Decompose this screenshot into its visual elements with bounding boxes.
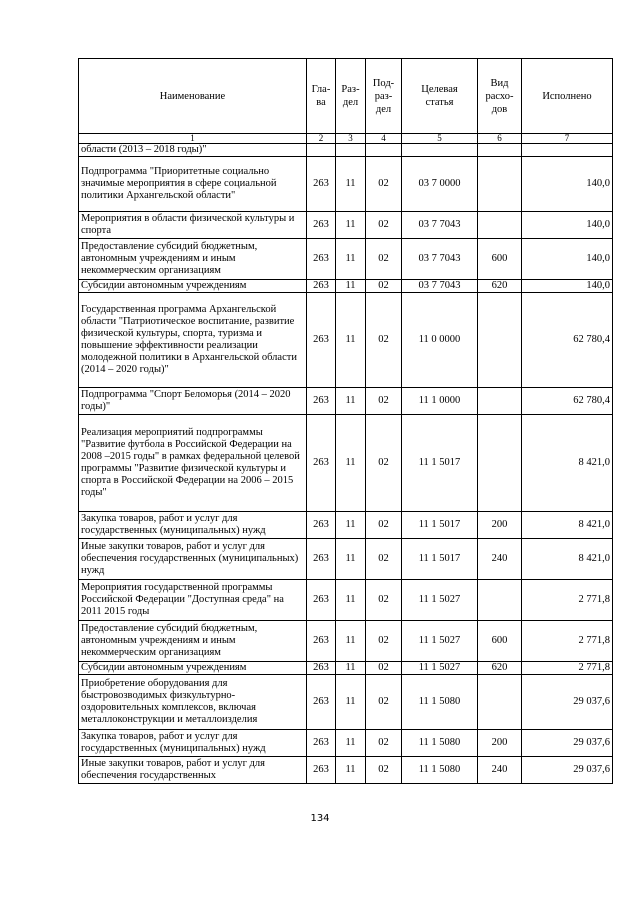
cell-podrazdel: 02 bbox=[366, 512, 402, 539]
cell-name: Подпрограмма "Приоритетные социально значимые мероприятия в сфере социальной политики Архангельской области" bbox=[79, 157, 307, 212]
cell-glava: 263 bbox=[307, 675, 336, 730]
col-num: 6 bbox=[478, 134, 522, 144]
cell-target: 11 1 5027 bbox=[402, 621, 478, 662]
cell-value: 2 771,8 bbox=[522, 662, 613, 675]
header-glava: Гла- ва bbox=[307, 59, 336, 134]
cell-value: 2 771,8 bbox=[522, 580, 613, 621]
cell-target: 03 7 7043 bbox=[402, 239, 478, 280]
cell-podrazdel: 02 bbox=[366, 239, 402, 280]
cell-vid: 200 bbox=[478, 512, 522, 539]
cell-value: 8 421,0 bbox=[522, 539, 613, 580]
cell-target: 11 1 5080 bbox=[402, 757, 478, 784]
cell-razdel: 11 bbox=[336, 212, 366, 239]
cell-target: 03 7 0000 bbox=[402, 157, 478, 212]
header-vid: Вид расхо- дов bbox=[478, 59, 522, 134]
cell-vid bbox=[478, 212, 522, 239]
cell-glava: 263 bbox=[307, 580, 336, 621]
header-target: Целевая статья bbox=[402, 59, 478, 134]
cell-name: Государственная программа Архангельской области "Патриотическое воспитание, развитие физической культуры, спорта, туризма и повышение эффективности реализации молодежной политики в Архангельской области (2014 – 2020 годы)" bbox=[79, 293, 307, 388]
cell-target: 11 1 5017 bbox=[402, 539, 478, 580]
cell-vid: 200 bbox=[478, 730, 522, 757]
cell-name: области (2013 – 2018 годы)" bbox=[79, 144, 307, 157]
col-num: 5 bbox=[402, 134, 478, 144]
table-row bbox=[79, 621, 613, 662]
cell-value: 8 421,0 bbox=[522, 512, 613, 539]
header-row bbox=[79, 59, 613, 134]
cell-name: Подпрограмма "Спорт Беломорья (2014 – 2020 годы)" bbox=[79, 388, 307, 415]
cell-value: 140,0 bbox=[522, 239, 613, 280]
col-num: 7 bbox=[522, 134, 613, 144]
cell-glava: 263 bbox=[307, 157, 336, 212]
cell-razdel bbox=[336, 144, 366, 157]
cell-value: 2 771,8 bbox=[522, 621, 613, 662]
cell-podrazdel: 02 bbox=[366, 730, 402, 757]
cell-name: Иные закупки товаров, работ и услуг для обеспечения государственных bbox=[79, 757, 307, 784]
cell-vid: 600 bbox=[478, 621, 522, 662]
table-row bbox=[79, 539, 613, 580]
table-row bbox=[79, 293, 613, 388]
cell-value: 62 780,4 bbox=[522, 293, 613, 388]
cell-vid bbox=[478, 388, 522, 415]
cell-value: 29 037,6 bbox=[522, 675, 613, 730]
cell-value: 140,0 bbox=[522, 212, 613, 239]
cell-vid: 620 bbox=[478, 280, 522, 293]
cell-razdel: 11 bbox=[336, 621, 366, 662]
table-row bbox=[79, 580, 613, 621]
cell-target: 11 1 5080 bbox=[402, 730, 478, 757]
cell-vid bbox=[478, 580, 522, 621]
cell-name: Приобретение оборудования для быстровозводимых физкультурно-оздоровительных комплексов, включая металлоконструкции и металлоизделия bbox=[79, 675, 307, 730]
cell-target: 11 1 5017 bbox=[402, 415, 478, 512]
header-podrazdel: Под- раз- дел bbox=[366, 59, 402, 134]
cell-value bbox=[522, 144, 613, 157]
cell-target: 11 1 5027 bbox=[402, 662, 478, 675]
cell-razdel: 11 bbox=[336, 675, 366, 730]
cell-glava: 263 bbox=[307, 212, 336, 239]
cell-vid: 600 bbox=[478, 239, 522, 280]
cell-podrazdel: 02 bbox=[366, 280, 402, 293]
cell-target: 11 1 5017 bbox=[402, 512, 478, 539]
cell-name: Мероприятия государственной программы Российской Федерации "Доступная среда" на 2011 2015 годы bbox=[79, 580, 307, 621]
table-row bbox=[79, 757, 613, 784]
cell-glava: 263 bbox=[307, 621, 336, 662]
cell-glava: 263 bbox=[307, 388, 336, 415]
cell-value: 62 780,4 bbox=[522, 388, 613, 415]
table-row bbox=[79, 415, 613, 512]
cell-razdel: 11 bbox=[336, 280, 366, 293]
table-row bbox=[79, 388, 613, 415]
cell-value: 140,0 bbox=[522, 157, 613, 212]
cell-target: 11 0 0000 bbox=[402, 293, 478, 388]
cell-podrazdel: 02 bbox=[366, 621, 402, 662]
cell-value: 8 421,0 bbox=[522, 415, 613, 512]
cell-name: Реализация мероприятий подпрограммы "Развитие футбола в Российской Федерации на 2008 –2015 годы" в рамках федеральной целевой программы "Развитие физической культуры и спорта в Российской Федерации на 2006 – 2015 годы" bbox=[79, 415, 307, 512]
cell-name: Закупка товаров, работ и услуг для государственных (муниципальных) нужд bbox=[79, 730, 307, 757]
cell-name: Предоставление субсидий бюджетным, автономным учреждениям и иным некоммерческим организациям bbox=[79, 621, 307, 662]
cell-glava: 263 bbox=[307, 730, 336, 757]
cell-podrazdel: 02 bbox=[366, 157, 402, 212]
cell-vid bbox=[478, 293, 522, 388]
cell-podrazdel: 02 bbox=[366, 539, 402, 580]
cell-glava: 263 bbox=[307, 539, 336, 580]
cell-podrazdel: 02 bbox=[366, 415, 402, 512]
cell-value: 140,0 bbox=[522, 280, 613, 293]
col-num: 4 bbox=[366, 134, 402, 144]
page-number: 134 bbox=[310, 813, 330, 824]
cell-podrazdel: 02 bbox=[366, 580, 402, 621]
cell-glava: 263 bbox=[307, 415, 336, 512]
cell-vid bbox=[478, 157, 522, 212]
cell-target: 11 1 5080 bbox=[402, 675, 478, 730]
header-razdel: Раз- дел bbox=[336, 59, 366, 134]
cell-vid bbox=[478, 675, 522, 730]
cell-vid: 240 bbox=[478, 757, 522, 784]
cell-podrazdel: 02 bbox=[366, 662, 402, 675]
cell-glava: 263 bbox=[307, 239, 336, 280]
cell-razdel: 11 bbox=[336, 239, 366, 280]
cell-podrazdel: 02 bbox=[366, 388, 402, 415]
cell-razdel: 11 bbox=[336, 157, 366, 212]
cell-razdel: 11 bbox=[336, 757, 366, 784]
cell-vid: 620 bbox=[478, 662, 522, 675]
cell-razdel: 11 bbox=[336, 415, 366, 512]
cell-vid bbox=[478, 144, 522, 157]
cell-podrazdel: 02 bbox=[366, 293, 402, 388]
table-row bbox=[79, 675, 613, 730]
budget-table bbox=[78, 58, 613, 784]
table-row bbox=[79, 512, 613, 539]
cell-glava: 263 bbox=[307, 512, 336, 539]
col-num: 2 bbox=[307, 134, 336, 144]
cell-name: Предоставление субсидий бюджетным, автономным учреждениям и иным некоммерческим организациям bbox=[79, 239, 307, 280]
cell-name: Субсидии автономным учреждениям bbox=[79, 280, 307, 293]
cell-razdel: 11 bbox=[336, 388, 366, 415]
cell-target: 11 1 0000 bbox=[402, 388, 478, 415]
table-row bbox=[79, 157, 613, 212]
cell-podrazdel bbox=[366, 144, 402, 157]
cell-razdel: 11 bbox=[336, 539, 366, 580]
col-num: 3 bbox=[336, 134, 366, 144]
cell-name: Иные закупки товаров, работ и услуг для обеспечения государственных (муниципальных) нужд bbox=[79, 539, 307, 580]
cell-name: Субсидии автономным учреждениям bbox=[79, 662, 307, 675]
col-num: 1 bbox=[79, 134, 307, 144]
cell-podrazdel: 02 bbox=[366, 757, 402, 784]
table-row bbox=[79, 730, 613, 757]
cell-value: 29 037,6 bbox=[522, 730, 613, 757]
cell-vid: 240 bbox=[478, 539, 522, 580]
cell-name: Мероприятия в области физической культуры и спорта bbox=[79, 212, 307, 239]
table-row bbox=[79, 144, 613, 157]
cell-glava: 263 bbox=[307, 293, 336, 388]
cell-razdel: 11 bbox=[336, 580, 366, 621]
cell-razdel: 11 bbox=[336, 512, 366, 539]
table-row bbox=[79, 239, 613, 280]
cell-vid bbox=[478, 415, 522, 512]
cell-glava: 263 bbox=[307, 662, 336, 675]
cell-razdel: 11 bbox=[336, 293, 366, 388]
table-row bbox=[79, 280, 613, 293]
cell-glava: 263 bbox=[307, 757, 336, 784]
cell-target: 03 7 7043 bbox=[402, 280, 478, 293]
table-row bbox=[79, 212, 613, 239]
cell-podrazdel: 02 bbox=[366, 212, 402, 239]
column-number-row bbox=[79, 134, 613, 144]
cell-glava: 263 bbox=[307, 280, 336, 293]
header-executed: Исполнено bbox=[522, 59, 613, 134]
header-name: Наименование bbox=[79, 59, 307, 134]
cell-glava bbox=[307, 144, 336, 157]
cell-target bbox=[402, 144, 478, 157]
table-row bbox=[79, 662, 613, 675]
cell-podrazdel: 02 bbox=[366, 675, 402, 730]
cell-razdel: 11 bbox=[336, 730, 366, 757]
cell-target: 11 1 5027 bbox=[402, 580, 478, 621]
cell-name: Закупка товаров, работ и услуг для государственных (муниципальных) нужд bbox=[79, 512, 307, 539]
cell-razdel: 11 bbox=[336, 662, 366, 675]
cell-value: 29 037,6 bbox=[522, 757, 613, 784]
cell-target: 03 7 7043 bbox=[402, 212, 478, 239]
